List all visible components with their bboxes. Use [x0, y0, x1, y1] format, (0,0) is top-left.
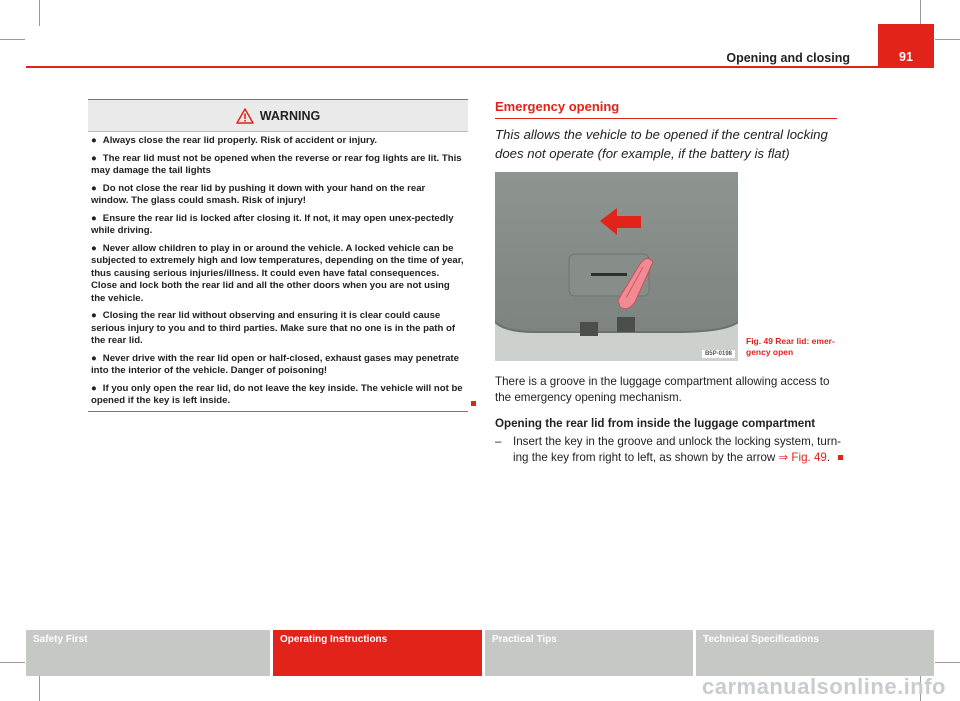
end-marker: [838, 455, 843, 460]
warning-item: [91, 243, 464, 306]
bullet-icon: ●: [91, 135, 97, 146]
warning-item-text: The rear lid must not be opened when the reverse or rear fog lights are lit. This may damage the tail lights: [91, 152, 462, 176]
page-number: 91: [878, 24, 934, 66]
warning-heading: [88, 100, 468, 132]
rear-lid-illustration: [495, 172, 738, 361]
step-text-wrap: [513, 434, 850, 466]
subheading: Opening the rear lid from inside the luggage compartment: [495, 417, 816, 430]
warning-item: [91, 383, 464, 408]
bullet-icon: ●: [91, 152, 97, 164]
end-marker: [471, 401, 476, 406]
warning-item: [91, 183, 464, 208]
crop-mark: [935, 39, 960, 40]
crop-mark: [920, 0, 921, 26]
warning-item-text: Never drive with the rear lid open or half-closed, exhaust gases may penetrate into the interior of the vehicle. Danger of poisoning!: [91, 352, 459, 376]
bullet-icon: ●: [91, 352, 97, 364]
warning-heading-label: WARNING: [259, 108, 321, 123]
bullet-icon: ●: [91, 310, 97, 321]
warning-item-text: Always close the rear lid properly. Risk of accident or injury.: [102, 135, 378, 146]
warning-item-text: Ensure the rear lid is locked after closing it. If not, it may open unex-pectedly while driving.: [91, 212, 454, 236]
warning-item: [91, 135, 464, 148]
bullet-icon: ●: [91, 182, 97, 194]
footer-tab-technical-specifications[interactable]: Technical Specifications: [696, 630, 934, 676]
section-intro: This allows the vehicle to be opened if the central locking does not operate (for example, if the battery is flat): [495, 127, 828, 161]
figure-rear-lid: [495, 172, 738, 361]
body-paragraph: There is a groove in the luggage compartment allowing access to the emergency opening mechanism.: [495, 375, 830, 404]
bullet-icon: ●: [91, 212, 97, 224]
warning-item-text: If you only open the rear lid, do not leave the key inside. The vehicle will not be opened if the key is left inside.: [91, 382, 463, 406]
warning-item: [91, 213, 464, 238]
warning-item-text: Closing the rear lid without observing and ensuring it is clear could cause serious injury to you and to third parties. Make sure that no one is in the path of the rear lid.: [91, 310, 456, 346]
warning-item-text: Do not close the rear lid by pushing it down with your hand on the rear window. The glass could smash. Risk of injury!: [91, 182, 426, 206]
crop-mark: [0, 39, 25, 40]
bullet-icon: ●: [91, 242, 97, 254]
warning-box: [88, 99, 468, 412]
warning-item: [91, 310, 464, 348]
step-end: .: [826, 451, 831, 464]
crop-mark: [39, 676, 40, 701]
footer-tab-safety-first[interactable]: Safety First: [26, 630, 270, 676]
instruction-step: [495, 434, 850, 466]
warning-item: [91, 153, 464, 178]
crop-mark: [0, 662, 25, 663]
warning-item-text: Never allow children to play in or around the vehicle. A locked vehicle can be subjected to extremely high and low temperatures, depending on the time of year, thus causing serious injuries/illness. It could even have fatal consequences. Close and lock both the rear lid and all the other doors when you are not using the vehicle.: [91, 242, 464, 304]
section-title: Emergency opening: [495, 99, 837, 119]
figure-reference-link[interactable]: ⇒ Fig. 49: [778, 451, 827, 464]
step-text: Insert the key in the groove and unlock the locking system, turn-ing the key from right to left, as shown by the arrow: [513, 435, 842, 464]
step-dash: –: [495, 435, 502, 448]
running-header-title: Opening and closing: [726, 51, 850, 65]
watermark-text: carmanualsonline.info: [702, 674, 946, 699]
footer-tab-practical-tips[interactable]: Practical Tips: [485, 630, 693, 676]
figure-code: B5P-0198: [702, 350, 735, 358]
footer-tab-operating-instructions[interactable]: Operating Instructions: [273, 630, 482, 676]
bullet-icon: ●: [91, 382, 97, 394]
warning-list: [88, 132, 468, 408]
warning-item: [91, 353, 464, 378]
figure-caption: Fig. 49 Rear lid: emer-gency open: [746, 336, 835, 357]
header-rule: [26, 66, 934, 68]
crop-mark: [39, 0, 40, 26]
warning-triangle-icon: [236, 108, 254, 124]
crop-mark: [935, 662, 960, 663]
